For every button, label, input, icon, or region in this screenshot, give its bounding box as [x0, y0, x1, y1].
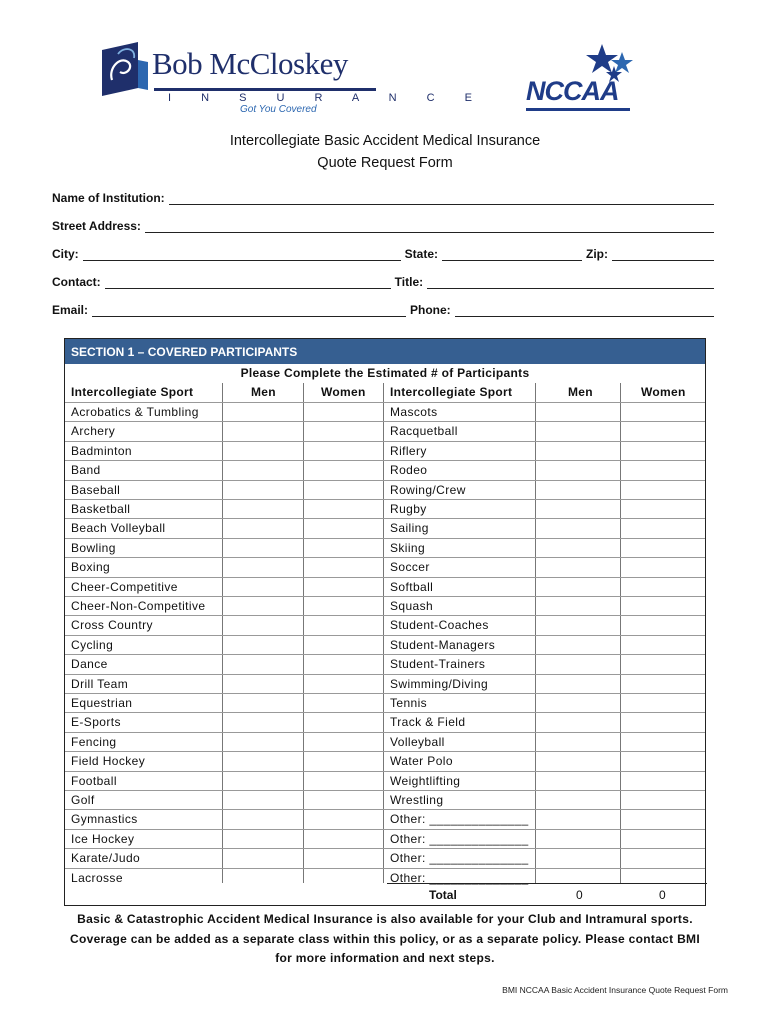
- sport-cell-left: Cross Country: [71, 618, 153, 633]
- nccaa-underline: [526, 108, 630, 111]
- sport-cell-right: Sailing: [390, 521, 429, 536]
- row-divider: [65, 615, 705, 616]
- row-divider: [65, 674, 705, 675]
- zip-label: Zip:: [586, 247, 609, 261]
- street-row: [52, 219, 718, 233]
- sport-cell-left: Acrobatics & Tumbling: [71, 405, 199, 419]
- sport-cell-left: Cycling: [71, 637, 114, 652]
- bmi-logo-rule: [154, 88, 376, 91]
- sport-cell-right: Riflery: [390, 443, 427, 458]
- column-divider: [303, 383, 304, 883]
- bmi-insurance-text: I N S U R A N C E: [168, 92, 486, 104]
- sport-cell-right: Skiing: [390, 540, 426, 555]
- sport-cell-left: Ice Hockey: [71, 831, 135, 846]
- total-label: Total: [429, 888, 457, 902]
- col-men-left: Men: [251, 385, 276, 399]
- bmi-swirl-icon: [98, 40, 150, 98]
- sport-cell-right: Weightlifting: [390, 773, 461, 788]
- form-title: Intercollegiate Basic Accident Medical Insurance: [229, 133, 541, 149]
- row-divider: [65, 809, 705, 810]
- city-row: [52, 247, 718, 261]
- sport-cell-left: Archery: [71, 424, 116, 439]
- sport-cell-right: Student-Coaches: [390, 618, 489, 633]
- sport-cell-right: Wrestling: [390, 793, 444, 807]
- section-header: SECTION 1 – COVERED PARTICIPANTS: [65, 339, 705, 364]
- col-men-right: Men: [568, 385, 593, 399]
- row-divider: [65, 557, 705, 558]
- sport-cell-right: Other: ______________: [390, 812, 529, 827]
- nccaa-wordmark: NCCAA: [526, 76, 619, 106]
- sport-cell-right: Rodeo: [390, 463, 428, 478]
- email-label: Email:: [52, 303, 89, 317]
- bmi-brand-name: Bob McCloskey: [152, 46, 348, 81]
- row-divider: [65, 868, 705, 869]
- sport-cell-right: Water Polo: [390, 754, 453, 769]
- section-subheader: Please Complete the Estimated # of Participants: [240, 366, 530, 380]
- col-women-right: Women: [641, 385, 686, 399]
- row-divider: [65, 441, 705, 442]
- participants-table: [64, 338, 706, 906]
- row-divider: [65, 829, 705, 830]
- sport-cell-right: Swimming/Diving: [390, 676, 489, 691]
- row-divider: [65, 518, 705, 519]
- bmi-tagline: Got You Covered: [240, 104, 317, 115]
- sport-cell-right: Other: ______________: [390, 831, 529, 846]
- row-divider: [65, 499, 705, 500]
- title-input[interactable]: [427, 277, 714, 289]
- row-divider: [65, 402, 705, 403]
- row-divider: [65, 848, 705, 849]
- sport-cell-right: Tennis: [390, 696, 428, 710]
- note-line-1: Basic & Catastrophic Accident Medical Insurance is also available for your Club and Intramural sports.: [77, 912, 693, 926]
- total-women: 0: [659, 888, 666, 902]
- row-divider: [65, 712, 705, 713]
- row-divider: [65, 635, 705, 636]
- sport-cell-left: Baseball: [71, 482, 121, 497]
- row-divider: [65, 771, 705, 772]
- contact-label: Contact:: [52, 275, 101, 289]
- sport-cell-right: Rowing/Crew: [390, 482, 466, 497]
- sport-cell-right: Soccer: [390, 560, 430, 575]
- row-divider: [65, 654, 705, 655]
- zip-input[interactable]: [612, 249, 714, 261]
- col-women-left: Women: [321, 385, 366, 399]
- row-divider: [65, 480, 705, 481]
- sport-cell-left: Lacrosse: [71, 870, 123, 885]
- sport-cell-right: Other: ______________: [390, 851, 529, 866]
- sport-cell-left: Boxing: [71, 560, 111, 575]
- phone-label: Phone:: [410, 303, 451, 317]
- email-input[interactable]: [92, 305, 406, 317]
- institution-input[interactable]: [169, 193, 714, 205]
- sport-cell-right: Other: ______________: [390, 870, 529, 885]
- note-line-3: for more information and next steps.: [275, 951, 495, 965]
- row-divider: [65, 693, 705, 694]
- sport-cell-left: Karate/Judo: [71, 851, 141, 866]
- form-subtitle: Quote Request Form: [317, 155, 453, 171]
- sport-cell-left: Dance: [71, 657, 108, 672]
- title-label: Title:: [394, 275, 424, 289]
- sport-cell-left: Cheer-Non-Competitive: [71, 599, 206, 613]
- sport-cell-right: Rugby: [390, 502, 427, 516]
- row-divider: [65, 596, 705, 597]
- row-divider: [65, 751, 705, 752]
- column-divider: [383, 383, 384, 883]
- sport-cell-right: Volleyball: [390, 734, 445, 749]
- sport-cell-left: Badminton: [71, 443, 132, 458]
- row-divider: [65, 421, 705, 422]
- sport-cell-left: Drill Team: [71, 676, 129, 691]
- row-divider: [65, 577, 705, 578]
- note-line-2: Coverage can be added as a separate class within this policy, or as a separate policy. Please contact BMI: [70, 932, 700, 946]
- sport-cell-left: Equestrian: [71, 696, 133, 710]
- sport-cell-left: Cheer-Competitive: [71, 579, 178, 594]
- city-input[interactable]: [83, 249, 401, 261]
- row-divider: [65, 790, 705, 791]
- sport-cell-right: Squash: [390, 599, 434, 613]
- sport-cell-left: Field Hockey: [71, 754, 146, 769]
- email-row: [52, 303, 718, 317]
- sport-cell-right: Softball: [390, 579, 434, 594]
- institution-row: [52, 191, 718, 205]
- sport-cell-right: Racquetball: [390, 424, 458, 439]
- state-label: State:: [404, 247, 439, 261]
- row-divider: [65, 538, 705, 539]
- sport-cell-left: Band: [71, 463, 101, 478]
- footer-text: BMI NCCAA Basic Accident Insurance Quote Request Form: [502, 985, 728, 995]
- sport-cell-left: Bowling: [71, 540, 116, 555]
- contact-row: [52, 275, 718, 289]
- bmi-logo: [98, 38, 486, 116]
- sport-cell-right: Student-Managers: [390, 637, 496, 652]
- state-input[interactable]: [442, 249, 582, 261]
- sport-cell-left: Golf: [71, 793, 95, 807]
- total-men: 0: [576, 888, 583, 902]
- nccaa-logo: [524, 42, 636, 112]
- sport-cell-right: Mascots: [390, 405, 438, 419]
- contact-input[interactable]: [105, 277, 391, 289]
- sport-cell-right: Track & Field: [390, 715, 466, 730]
- sport-cell-right: Student-Trainers: [390, 657, 486, 672]
- column-divider: [535, 383, 536, 883]
- row-divider: [65, 460, 705, 461]
- sport-cell-left: Basketball: [71, 502, 131, 516]
- column-divider: [620, 383, 621, 883]
- city-label: City:: [52, 247, 79, 261]
- column-divider: [222, 383, 223, 883]
- sport-cell-left: E-Sports: [71, 715, 121, 730]
- street-input[interactable]: [145, 221, 714, 233]
- col-sport-left: Intercollegiate Sport: [71, 385, 194, 399]
- sport-cell-left: Beach Volleyball: [71, 521, 166, 536]
- phone-input[interactable]: [455, 305, 714, 317]
- row-divider: [65, 732, 705, 733]
- sport-cell-left: Fencing: [71, 734, 117, 749]
- institution-label: Name of Institution:: [52, 191, 165, 205]
- sport-cell-left: Football: [71, 773, 117, 788]
- sport-cell-left: Gymnastics: [71, 812, 138, 827]
- col-sport-right: Intercollegiate Sport: [390, 385, 513, 399]
- street-label: Street Address:: [52, 219, 141, 233]
